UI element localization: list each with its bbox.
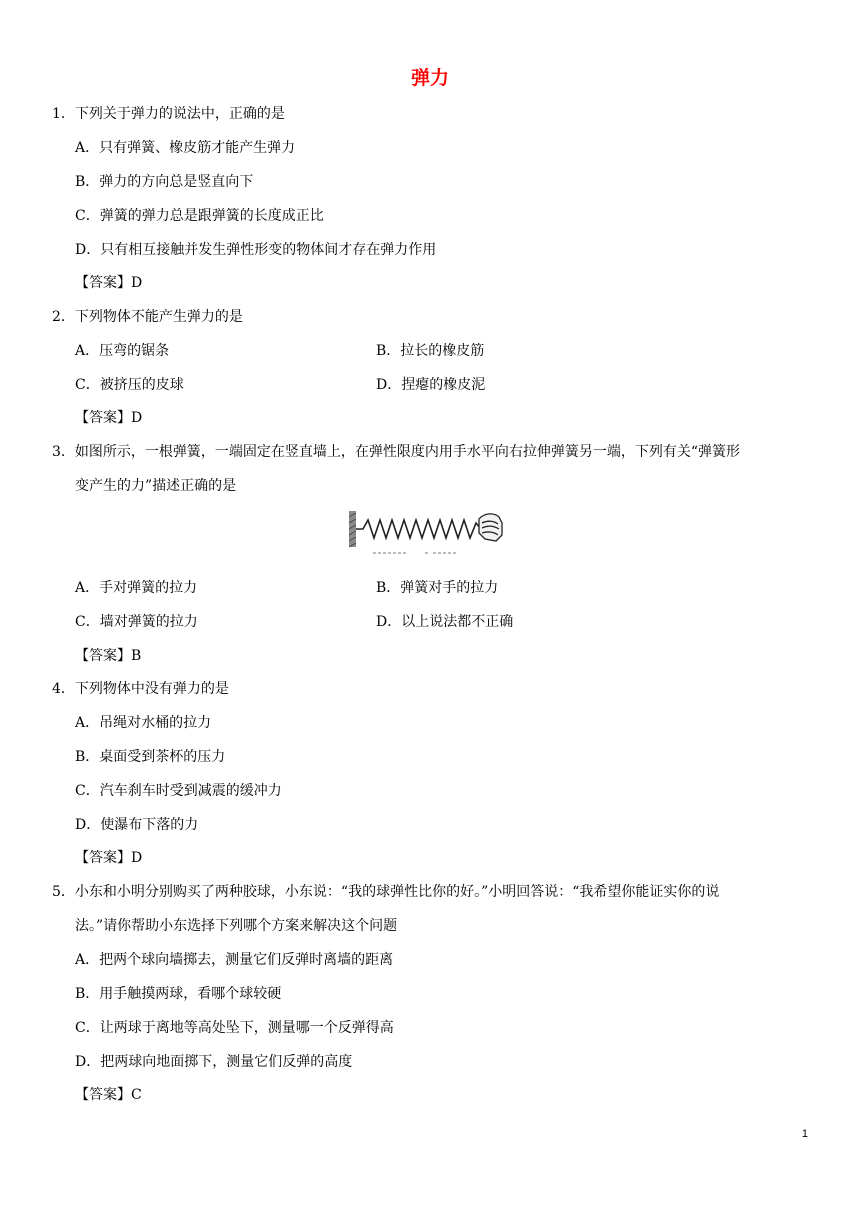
spring-shape	[356, 520, 481, 538]
question-2-option-d: D．捏瘪的橡皮泥	[376, 377, 486, 393]
page-number: 1	[801, 1128, 808, 1140]
figure-caption-marks	[373, 552, 456, 554]
question-1-option-c: C．弹簧的弹力总是跟弹簧的长度成正比	[75, 208, 324, 224]
question-1-stem: 1．下列关于弹力的说法中，正确的是	[52, 106, 285, 122]
question-1-option-a: A．只有弹簧、橡皮筋才能产生弹力	[75, 140, 296, 156]
question-4-option-a: A．吊绳对水桶的拉力	[75, 715, 212, 731]
question-4-answer: 【答案】D	[75, 850, 143, 866]
question-2-answer: 【答案】D	[75, 410, 143, 426]
page-title: 弹力	[410, 67, 449, 89]
question-2-option-b: B．拉长的橡皮筋	[376, 343, 485, 359]
question-4-option-c: C．汽车刹车时受到减震的缓冲力	[75, 783, 282, 799]
question-4-option-d: D．使瀑布下落的力	[75, 817, 199, 833]
question-4-stem: 4．下列物体中没有弹力的是	[52, 681, 229, 697]
question-1-option-d: D．只有相互接触并发生弹性形变的物体间才存在弹力作用	[75, 242, 437, 258]
question-5-answer: 【答案】C	[75, 1087, 142, 1103]
question-5-stem-line-2: 法。”请你帮助小东选择下列哪个方案来解决这个问题	[75, 918, 398, 934]
question-5-stem-line-1: 5．小东和小明分别购买了两种胶球，小东说：“我的球弹性比你的好。”小明回答说：“我希望你能证实你的说	[52, 884, 720, 900]
question-2-stem: 2．下列物体不能产生弹力的是	[52, 309, 243, 325]
question-5-option-a: A．把两个球向墙掷去，测量它们反弹时离墙的距离	[75, 952, 394, 968]
question-3-option-d: D．以上说法都不正确	[376, 614, 514, 630]
question-3-stem-line-1: 3．如图所示，一根弹簧，一端固定在竖直墙上，在弹性限度内用手水平向右拉伸弹簧另一端，下列有关“弹簧形	[52, 444, 741, 460]
question-3-option-b: B．弹簧对手的拉力	[376, 580, 499, 596]
question-1-answer: 【答案】D	[75, 275, 143, 291]
question-1-option-b: B．弹力的方向总是竖直向下	[75, 174, 254, 190]
question-5-option-d: D．把两球向地面掷下，测量它们反弹的高度	[75, 1054, 353, 1070]
question-3-option-c: C．墙对弹簧的拉力	[75, 614, 198, 630]
question-2-option-a: A．压弯的锯条	[75, 343, 170, 359]
question-3-answer: 【答案】B	[75, 648, 142, 664]
question-4-option-b: B．桌面受到茶杯的压力	[75, 749, 226, 765]
hand-shape	[479, 514, 502, 541]
question-2-option-c: C．被挤压的皮球	[75, 377, 184, 393]
question-3-option-a: A．手对弹簧的拉力	[75, 580, 198, 596]
question-5-option-c: C．让两球于离地等高处坠下，测量哪一个反弹得高	[75, 1020, 394, 1036]
question-3-stem-line-2: 变产生的力”描述正确的是	[75, 478, 237, 494]
question-5-option-b: B．用手触摸两球，看哪个球较硬	[75, 986, 282, 1002]
spring-wall-hand-figure	[349, 509, 504, 561]
